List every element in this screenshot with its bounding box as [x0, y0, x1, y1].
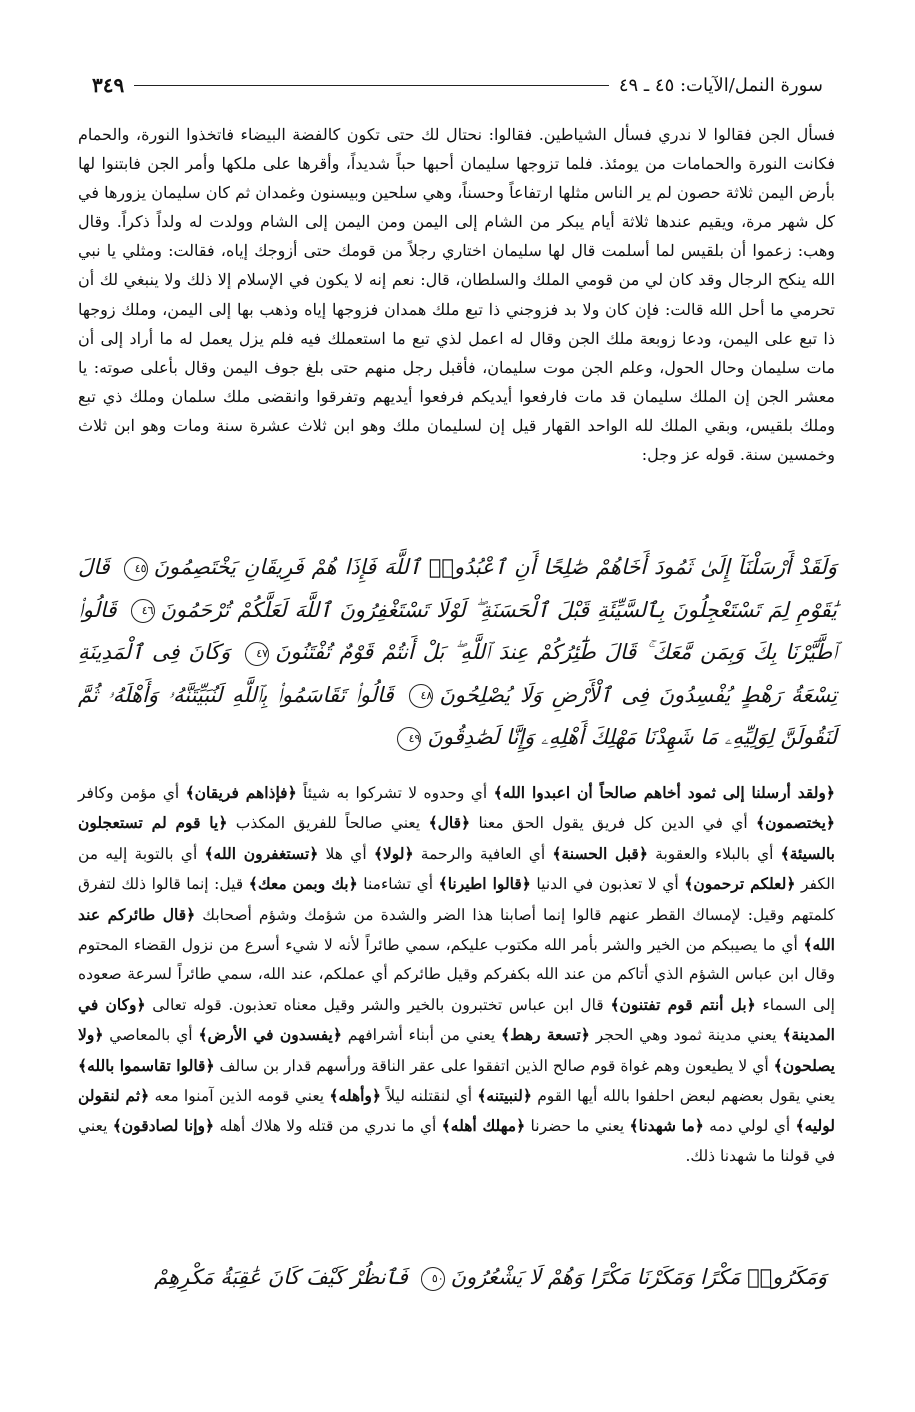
verse-number-marker: ٤٩ [397, 727, 421, 751]
verse-number-marker: ٥٠ [421, 1267, 445, 1291]
quran-quote: ﴿بك وبمن معك﴾ [248, 874, 358, 894]
verse-text: وَكَانَ فِى ٱلْمَدِينَةِ تِسْعَةُ رَهْطٍ يُفْسِدُونَ فِى ٱلْأَرْضِ وَلَا يُصْلِحُونَ [78, 640, 837, 707]
quran-verses-block-2 [88, 1256, 827, 1298]
quran-quote: ﴿ما شهدنا﴾ [629, 1116, 704, 1136]
verse-text: وَلَقَدْ أَرْسَلْنَآ إِلَىٰ ثَمُودَ أَخَاهُمْ صَٰلِحًا أَنِ ٱعْبُدُوا۟ ٱللَّهَ فَإِذَا هُمْ فَرِيقَانِ يَخْتَصِمُونَ [153, 555, 837, 579]
commentary-text: أي تشاءمنا [357, 875, 439, 894]
commentary-text: أي لولي دمه [703, 1117, 796, 1136]
quran-quote: ﴿ولا يصلحون﴾ [78, 1025, 835, 1075]
commentary-text: يعني مدينة ثمود وهي الحجر [589, 1026, 783, 1045]
verse-text: قَالُوا۟ تَقَاسَمُوا۟ بِٱللَّهِ لَنُبَيِّتَنَّهُۥ وَأَهْلَهُۥ ثُمَّ لَنَقُولَنَّ لِوَلِيِّهِۦ مَا شَهِدْنَا مَهْلِكَ أَهْلِهِۦ وَإِنَّا لَصَٰدِقُونَ [78, 682, 837, 750]
page-number: ٣٤٩ [92, 73, 125, 97]
intro-paragraph: فسأل الجن فقالوا لا ندري فسأل الشياطين. فقالوا: نحتال لك حتى تكون كالفضة البيضاء فاتخذوا النورة، والحمام فكانت النورة والحمامات من يومئذ. فلما تزوجها سليمان أحبها حباً شديداً، وأقرها على ملكها وأمر الجن فابتنوا لها بأرض اليمن ثلاثة حصون لم ير الناس مثلها ارتفاعاً وحسناً، وهي سلحين وبيسنون وغمدان ثم كان سليمان يزورها في كل شهر مرة، ويقيم عندها ثلاثة أيام يبكر من الشام إلى اليمن ومن اليمن إلى الشام وولدت له ولداً ذكراً. وقال وهب: زعموا أن بلقيس لما أسلمت قال لها سليمان اختاري رجلاً من قومك حتى أزوجك إياه، فقالت: ومثلي يا نبي الله ينكح الرجال وقد كان لي من قومي الملك والسلطان، قال: نعم إنه لا يكون في الإسلام إلا ذلك ولا ينبغي لك أن تحرمي ما أحل الله قالت: فإن كان ولا بد فزوجني ذا تبع ملك همدان فزوجها إياه وذهب بها إلى اليمن، وملك زوجها ذا تبع على اليمن، ودعا زوبعة ملك الجن وقال له اعمل لذي تبع ما استعملك فيه فلم يزل يعمل له ما أراد إلى أن مات سليمان وحال الحول، وعلم الجن موت سليمان، فأقبل رجل منهم حتى بلغ جوف اليمن وقال بأعلى صوته: يا معشر الجن إن الملك سليمان قد مات فارفعوا أيديكم فرفعوا أيديهم وتفرقوا وانقضى ملك سلمان وملك ذي تبع وملك بلقيس، وبقي الملك لله الواحد القهار قيل إن لسليمان ملك وهو ابن ثلاث عشرة سنة ومات وهو ابن ثلاث وخمسين سنة. قوله عز وجل: [78, 125, 836, 465]
verse-number-marker: ٤٥ [124, 557, 148, 581]
commentary-paragraph [78, 778, 835, 1171]
quran-quote: ﴿تستغفرون الله﴾ [204, 843, 319, 863]
verse-number-marker: ٤٨ [409, 684, 433, 708]
surah-title: سورة النمل/الآيات: ٤٥ ـ ٤٩ [618, 74, 823, 96]
quran-quote: ﴿وأهله﴾ [329, 1086, 381, 1106]
commentary-text: أي بالبلاء والعقوبة [647, 844, 781, 863]
commentary-text: أي لنقتلنه ليلاً [381, 1087, 478, 1106]
quran-quote: ﴿لولا﴾ [373, 843, 414, 863]
commentary-text: أي لا تعذبون في الدنيا [530, 875, 685, 894]
quran-quote: ﴿لنبيتنه﴾ [477, 1086, 532, 1106]
commentary-text: أي العافية والرحمة [413, 844, 553, 863]
quran-quote: ﴿بل أنتم قوم تفتنون﴾ [610, 994, 756, 1014]
commentary-text: أي لا يطيعون وهم غواة قوم صالح الذين اتفقوا على عقر الناقة ورأسهم قدار بن سالف [214, 1056, 774, 1075]
quran-quote: ﴿ثم لنقولن لوليه﴾ [78, 1086, 836, 1136]
verse-number-marker: ٤٦ [131, 599, 155, 623]
commentary-text: يعني قومه الذين آمنوا معه [149, 1087, 330, 1106]
verse-text: قَالُوا۟ ٱطَّيَّرْنَا بِكَ وَبِمَن مَّعَكَ ۚ قَالَ طَٰٓئِرُكُمْ عِندَ ٱللَّهِ ۖ بَلْ أَنتُمْ قَوْمٌ تُفْتَنُونَ [78, 597, 837, 665]
verse-number-marker: ٤٧ [245, 642, 269, 666]
quran-quote: ﴿قالوا اطيرنا﴾ [438, 874, 531, 894]
quran-quote: ﴿قال طائركم عند الله﴾ [78, 904, 835, 955]
commentary-text: أي ما يصيبكم من الخير والشر بأمر الله مكتوب عليكم، سمي طائراً لأنه لا شيء أسرع من نزول القضاء المحتوم وقال ابن عباس الشؤم الذي أتاكم من عند الله بكفركم وقيل طائركم أي عملكم، عند الله، سمي طائراً لسرعة صعوده إلى السماء [78, 936, 835, 1014]
commentary-text: أي هلا [318, 844, 374, 863]
verse-text: وَمَكَرُوا۟ مَكْرًا وَمَكَرْنَا مَكْرًا وَهُمْ لَا يَشْعُرُونَ [450, 1265, 827, 1289]
commentary-text: أي بالتوبة إليه من الكفر [78, 844, 835, 894]
commentary-text: يعني ما حضرنا [525, 1117, 630, 1136]
quran-quote: ﴿فإذاهم فريقان﴾ [185, 783, 297, 802]
quran-quote: ﴿وكان في المدينة﴾ [78, 994, 835, 1045]
quran-quote: ﴿لعلكم ترحمون﴾ [684, 874, 796, 894]
page-header [92, 70, 823, 100]
quran-quote: ﴿قبل الحسنة﴾ [552, 843, 648, 863]
commentary-text: يعني في قولنا ما شهدنا ذلك. [78, 1117, 835, 1165]
commentary-text: أي ما ندري من قتله ولا هلاك أهله [214, 1117, 442, 1136]
quran-verses-block [78, 546, 837, 759]
quran-quote: ﴿يفسدون في الأرض﴾ [198, 1025, 342, 1045]
verse-text: قَالَ يَٰقَوْمِ لِمَ تَسْتَعْجِلُونَ بِٱلسَّيِّئَةِ قَبْلَ ٱلْحَسَنَةِ ۖ لَوْلَا تَسْتَغْفِرُونَ ٱللَّهَ لَعَلَّكُمْ تُرْحَمُونَ [78, 555, 837, 622]
header-rule [134, 85, 609, 86]
verse-text: فَٱنظُرْ كَيْفَ كَانَ عَٰقِبَةُ مَكْرِهِمْ [154, 1265, 408, 1289]
commentary-text: يعني صالحاً للفريق المكذب [227, 814, 429, 833]
quran-quote: ﴿قالوا تقاسموا بالله﴾ [78, 1055, 215, 1075]
quran-quote: ﴿مهلك أهله﴾ [441, 1116, 526, 1136]
quran-quote: ﴿ولقد أرسلنا إلى ثمود أخاهم صالحاً أن اعبدوا الله﴾ [493, 783, 835, 802]
commentary-text: يعني من أبناء أشرافهم [341, 1026, 502, 1045]
commentary-text: أي مؤمن وكافر [78, 784, 186, 802]
commentary-text: قيل: إنما قالوا ذلك لتفرق كلمتهم وقيل: لإمساك القطر عنهم قالوا إنما أصابنا هذا الضر والشدة من شؤمك وشؤم أصحابك [78, 875, 835, 924]
commentary-text: يعني يقول بعضهم لبعض احلفوا بالله أيها القوم [531, 1087, 835, 1106]
quran-quote: ﴿وإنا لصادقون﴾ [112, 1116, 215, 1136]
quran-quote: ﴿تسعة رهط﴾ [501, 1025, 590, 1045]
quran-quote: ﴿قال﴾ [428, 813, 471, 833]
commentary-text: قال ابن عباس تختبرون بالخير والشر وقيل معناه تعذبون. قوله تعالى [145, 995, 611, 1014]
commentary-text: أي في الدين كل فريق يقول الحق معنا [470, 814, 757, 833]
commentary-text: أي بالمعاصي [103, 1026, 199, 1045]
commentary-text: أي وحدوه لا تشركوا به شيئاً [296, 784, 494, 802]
quran-quote: ﴿يختصمون﴾ [756, 813, 835, 833]
quran-quote: ﴿يا قوم لم تستعجلون بالسيئة﴾ [78, 813, 835, 863]
